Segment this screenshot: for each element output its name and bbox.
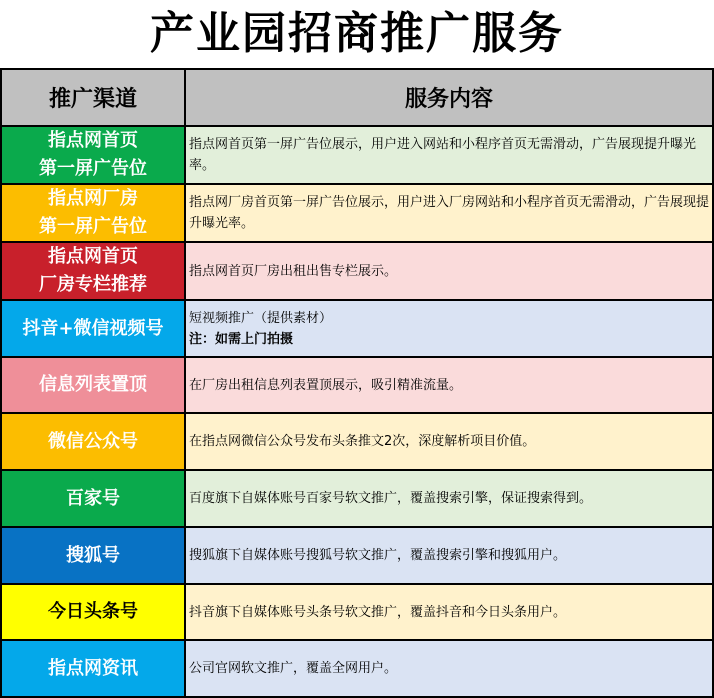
- service-note: 注：如需上门拍摄: [189, 331, 294, 347]
- service-description: 公司官网软文推广，覆盖全网用户。: [189, 661, 398, 676]
- content-cell: [185, 300, 713, 357]
- header-content: 服务内容: [185, 69, 713, 126]
- table-row: [1, 300, 713, 357]
- channel-name: 指点网首页: [48, 130, 138, 151]
- page-title: 产业园招商推广服务: [150, 8, 564, 59]
- channel-name: 微信公众号: [48, 430, 138, 452]
- service-description: 搜狐旗下自媒体账号搜狐号软文推广，覆盖搜索引擎和搜狐用户。: [189, 548, 567, 563]
- content-cell: [185, 357, 713, 413]
- table-row: [1, 640, 713, 697]
- channel-name: 指点网资讯: [48, 657, 138, 679]
- service-description: 百度旗下自媒体账号百家号软文推广，覆盖搜索引擎，保证搜索得到。: [189, 491, 593, 506]
- channel-name-line2: 第一屏广告位: [39, 216, 147, 237]
- table-row: [1, 184, 713, 242]
- table-row: [1, 242, 713, 300]
- service-description: 短视频推广（提供素材）: [189, 310, 333, 326]
- service-description: 在厂房出租信息列表置顶展示，吸引精准流量。: [189, 377, 463, 393]
- content-cell: [185, 470, 713, 527]
- service-description: 指点网厂房首页第一屏广告位展示，用户进入厂房网站和小程序首页无需滑动，广告展现提升曝光率。: [189, 195, 710, 231]
- service-description: 在指点网微信公众号发布头条推文2次，深度解析项目价值。: [189, 434, 536, 449]
- header-channel: 推广渠道: [1, 69, 185, 126]
- channel-name: 指点网首页: [48, 246, 138, 267]
- services-table: [0, 68, 714, 698]
- channel-cell: [1, 584, 185, 640]
- channel-cell: [1, 184, 185, 242]
- content-cell: [185, 126, 713, 184]
- table-row: [1, 413, 713, 470]
- channel-cell: [1, 640, 185, 697]
- service-description: 指点网首页厂房出租出售专栏展示。: [189, 263, 398, 279]
- table-row: [1, 470, 713, 527]
- channel-name: 搜狐号: [66, 544, 120, 566]
- channel-name: 抖音+微信视频号: [22, 317, 164, 339]
- content-cell: [185, 242, 713, 300]
- channel-cell: [1, 300, 185, 357]
- channel-name: 今日头条号: [48, 601, 138, 622]
- channel-name: 百家号: [66, 487, 120, 509]
- channel-cell: [1, 357, 185, 413]
- table-row: [1, 357, 713, 413]
- channel-cell: [1, 242, 185, 300]
- content-cell: [185, 413, 713, 470]
- channel-cell: [1, 470, 185, 527]
- table-row: [1, 527, 713, 584]
- channel-name-line2: 厂房专栏推荐: [39, 274, 147, 295]
- channel-cell: [1, 126, 185, 184]
- table-header-row: [1, 69, 713, 126]
- service-description: 抖音旗下自媒体账号头条号软文推广，覆盖抖音和今日头条用户。: [189, 604, 567, 620]
- table-row: [1, 584, 713, 640]
- channel-cell: [1, 413, 185, 470]
- channel-name: 信息列表置顶: [39, 374, 147, 395]
- channel-cell: [1, 527, 185, 584]
- channel-name: 指点网厂房: [48, 188, 138, 209]
- content-cell: [185, 184, 713, 242]
- channel-name-line2: 第一屏广告位: [39, 158, 147, 179]
- table-row: [1, 126, 713, 184]
- content-cell: [185, 584, 713, 640]
- service-description: 指点网首页第一屏广告位展示，用户进入网站和小程序首页无需滑动，广告展现提升曝光率。: [189, 137, 697, 173]
- content-cell: [185, 527, 713, 584]
- content-cell: [185, 640, 713, 697]
